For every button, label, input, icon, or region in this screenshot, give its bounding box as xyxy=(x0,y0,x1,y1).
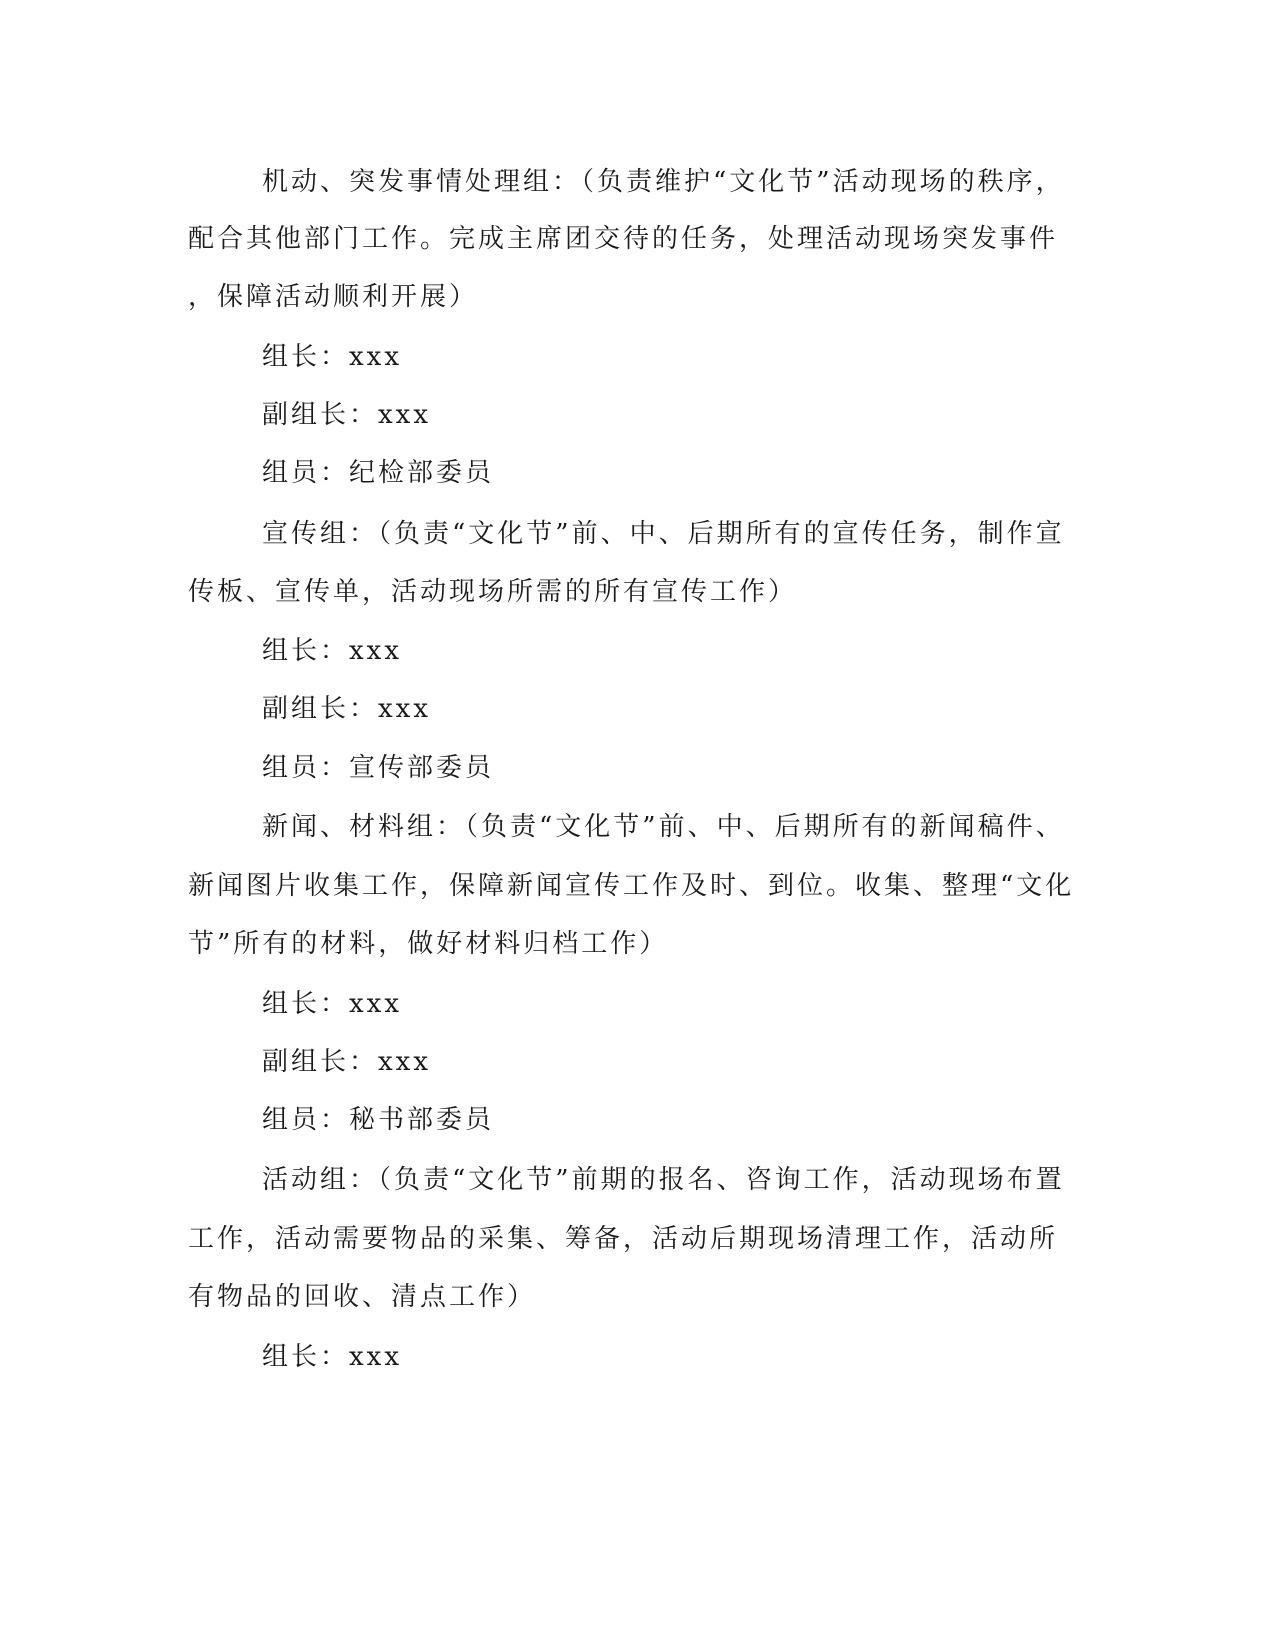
section-paragraph-line: 节”所有的材料，做好材料归档工作） xyxy=(188,929,669,959)
group-leader: 组长：xxx xyxy=(262,989,402,1019)
group-deputy-leader: 副组长：xxx xyxy=(262,1047,431,1077)
section-paragraph-line: 传板、宣传单，活动现场所需的所有宣传工作） xyxy=(188,577,798,607)
section-paragraph-line: 配合其他部门工作。完成主席团交待的任务，处理活动现场突发事件 xyxy=(188,224,1059,254)
section-paragraph-line: ，保障活动顺利开展） xyxy=(188,282,479,312)
group-members: 组员：秘书部委员 xyxy=(262,1105,495,1135)
group-leader: 组长：xxx xyxy=(262,342,402,372)
section-paragraph-line: 活动组：（负责“文化节”前期的报名、咨询工作，活动现场布置 xyxy=(262,1165,1065,1195)
section-paragraph-line: 机动、突发事情处理组：（负责维护“文化节”活动现场的秩序， xyxy=(262,167,1065,197)
section-paragraph-line: 宣传组：（负责“文化节”前、中、后期所有的宣传任务，制作宣 xyxy=(262,519,1065,549)
group-members: 组员：纪检部委员 xyxy=(262,458,495,488)
group-members: 组员：宣传部委员 xyxy=(262,753,495,783)
group-deputy-leader: 副组长：xxx xyxy=(262,400,431,430)
section-paragraph-line: 工作，活动需要物品的采集、筹备，活动后期现场清理工作，活动所 xyxy=(188,1224,1059,1254)
section-paragraph-line: 有物品的回收、清点工作） xyxy=(188,1282,537,1312)
group-leader: 组长：xxx xyxy=(262,636,402,666)
group-leader: 组长：xxx xyxy=(262,1342,402,1372)
section-paragraph-line: 新闻图片收集工作，保障新闻宣传工作及时、到位。收集、整理“文化 xyxy=(188,871,1075,901)
section-paragraph-line: 新闻、材料组：（负责“文化节”前、中、后期所有的新闻稿件、 xyxy=(262,812,1065,842)
group-deputy-leader: 副组长：xxx xyxy=(262,694,431,724)
